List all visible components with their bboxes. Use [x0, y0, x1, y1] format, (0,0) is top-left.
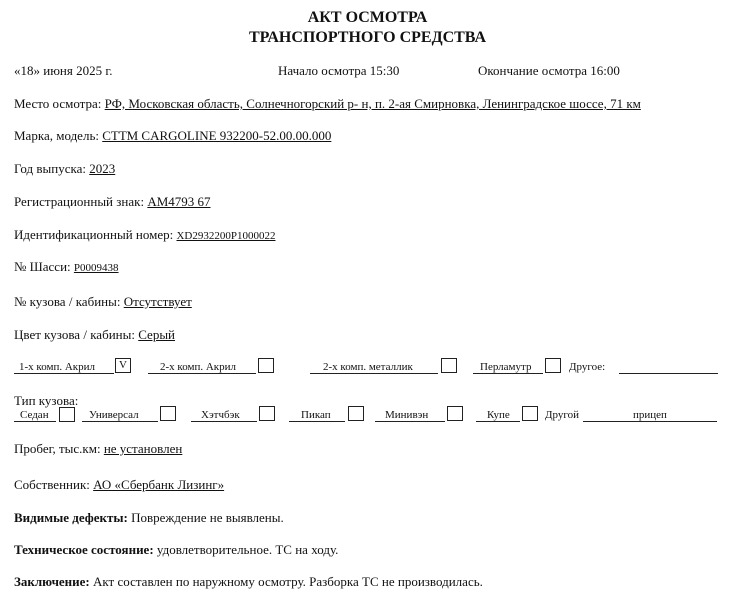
- color-label: Цвет кузова / кабины:: [14, 327, 139, 342]
- body-type-option-label: Универсал: [89, 409, 139, 421]
- body-type-checkbox-minivan[interactable]: [447, 406, 463, 421]
- inspection-date: «18» июня 2025 г.: [14, 63, 113, 78]
- document-title-line2: ТРАНСПОРТНОГО СРЕДСТВА: [248, 29, 487, 46]
- model-row: [14, 128, 331, 144]
- checkbox-check-mark: V: [119, 359, 127, 371]
- body-type-option-label: Седан: [20, 409, 49, 421]
- place-label: Место осмотра:: [14, 96, 105, 111]
- year-value: 2023: [89, 161, 116, 176]
- conclusion-label: Заключение:: [14, 574, 90, 589]
- body-type-checkbox-sedan[interactable]: [59, 407, 75, 422]
- body-type-checkbox-wagon[interactable]: [160, 406, 176, 421]
- paint-option-label: 2-х комп. металлик: [323, 361, 413, 373]
- body-type-option-label: Минивэн: [385, 409, 429, 421]
- registration-label: Регистрационный знак:: [14, 194, 148, 209]
- paint-other-line[interactable]: [619, 373, 718, 374]
- vin-label: Идентификационный номер:: [14, 227, 177, 242]
- mileage-label: Пробег, тыс.км:: [14, 441, 104, 456]
- paint-checkbox-acryl1[interactable]: [115, 358, 131, 373]
- body-type-option-label: Купе: [487, 409, 510, 421]
- body-type-option-label: Хэтчбэк: [201, 409, 240, 421]
- inspection-end: Окончание осмотра 16:00: [478, 63, 620, 78]
- inspection-start: Начало осмотра 15:30: [278, 63, 400, 78]
- conclusion-value: Акт составлен по наружному осмотру. Разборка ТС не производилась.: [89, 574, 483, 589]
- mileage-value: не установлен: [103, 441, 183, 456]
- paint-checkbox-metallic[interactable]: [441, 358, 457, 373]
- defects-label: Видимые дефекты:: [14, 510, 128, 525]
- conclusion-row: [14, 574, 483, 590]
- registration-value: АМ4793 67: [147, 194, 211, 209]
- body-type-option-label: Пикап: [301, 409, 331, 421]
- color-value: Серый: [138, 327, 176, 342]
- body-type-checkbox-coupe[interactable]: [522, 406, 538, 421]
- defects-row: [14, 510, 284, 526]
- chassis-label: № Шасси:: [14, 259, 74, 274]
- model-label: Марка, модель:: [14, 128, 103, 143]
- body-type-other-value[interactable]: прицеп: [633, 409, 667, 421]
- registration-row: [14, 194, 211, 210]
- body-number-label: № кузова / кабины:: [14, 294, 124, 309]
- paint-checkbox-acryl2[interactable]: [258, 358, 274, 373]
- owner-label: Собственник:: [14, 477, 94, 492]
- owner-value: АО «Сбербанк Лизинг»: [93, 477, 225, 492]
- body-number-row: [14, 294, 192, 310]
- body-type-checkbox-pickup[interactable]: [348, 406, 364, 421]
- year-label: Год выпуска:: [14, 161, 90, 176]
- paint-checkbox-pearl[interactable]: [545, 358, 561, 373]
- place-value: РФ, Московская область, Солнечногорский р- н, п. 2-ая Смирновка, Ленинградское шоссе, 71 км: [104, 96, 641, 111]
- condition-value: удовлетворительное. ТС на ходу.: [153, 542, 339, 557]
- paint-option-label: 2-х комп. Акрил: [160, 361, 237, 373]
- paint-other-label: Другое:: [569, 361, 606, 373]
- vin-row: [14, 227, 276, 244]
- year-row: [14, 161, 115, 177]
- paint-option-label: 1-х комп. Акрил: [19, 361, 96, 373]
- color-row: [14, 327, 175, 343]
- owner-row: [14, 477, 224, 493]
- condition-row: [14, 542, 338, 558]
- chassis-row: [14, 259, 119, 276]
- defects-value: Повреждение не выявлены.: [127, 510, 284, 525]
- body-type-label: Тип кузова:: [14, 393, 79, 408]
- paint-option-label: Перламутр: [480, 361, 532, 373]
- place-row: [14, 96, 641, 112]
- body-number-value: Отсутствует: [123, 294, 192, 309]
- vin-value: XD2932200P1000022: [176, 230, 276, 242]
- chassis-value: P0009438: [73, 262, 119, 274]
- mileage-row: [14, 441, 182, 457]
- body-type-other-label: Другой: [545, 409, 579, 421]
- body-type-checkbox-hatchback[interactable]: [259, 406, 275, 421]
- condition-label: Техническое состояние:: [14, 542, 154, 557]
- document-title-line1: АКТ ОСМОТРА: [307, 9, 428, 26]
- model-value: СТТМ CARGOLINE 932200-52.00.00.000: [102, 128, 332, 143]
